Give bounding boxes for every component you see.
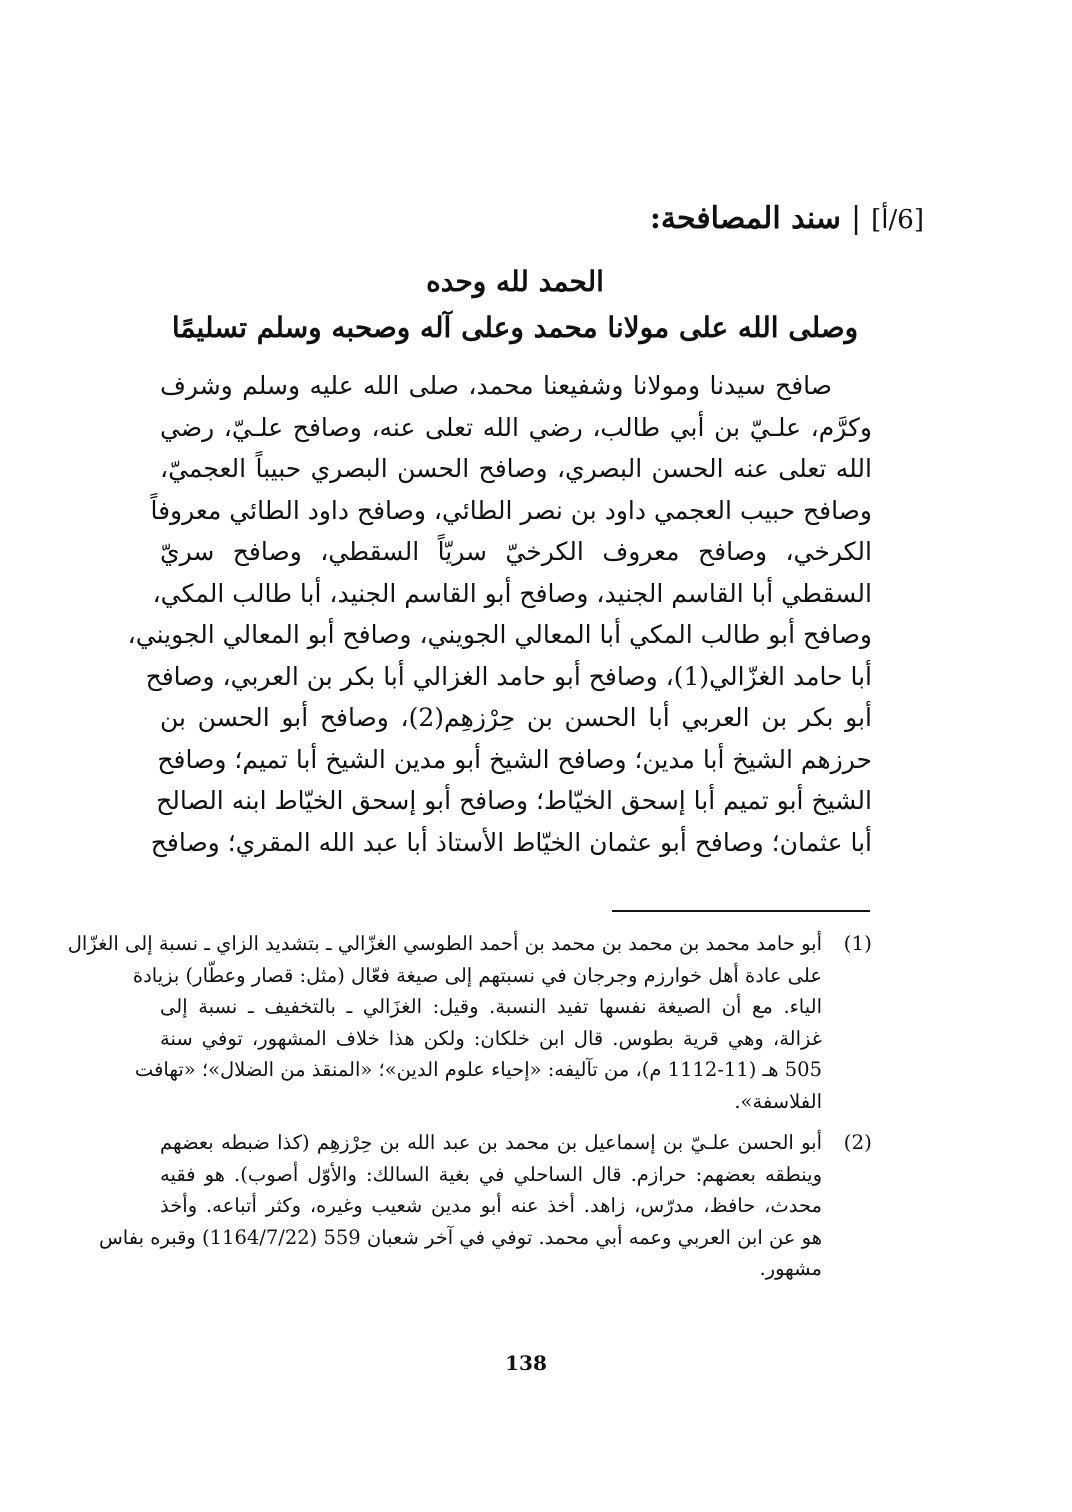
text-line: وكرَّم، علـيّ بن أبي طالب، رضي الله تعلى عنه، وصافح علـيّ، رضي — [160, 412, 872, 442]
footnote-1 — [67, 928, 872, 1117]
footnote-line: على عادة أهل خوارزم وجرجان في نسبتهم إلى صيغة فعّال (مثل: قصار وعطّار) بزيادة — [132, 963, 822, 987]
text-line: أبا حامد الغزّالي(1)، وصافح أبو حامد الغزالي أبا بكر بن العربي، وصافح — [145, 661, 872, 691]
footnote-line: 505 هـ (11-1112 م)، من تآليفه: «إحياء علوم الدين»؛ «المنقذ من الضلال»؛ «تهافت — [134, 1058, 822, 1081]
footnote-number: (1) — [843, 931, 872, 955]
footnotes — [67, 928, 872, 1295]
heading-blessing: وصلى الله على مولانا محمد وعلى آله وصحبه وسلم تسليمًا — [171, 311, 859, 344]
footnote-line: وينطقه بعضهم: حرازم. قال الساحلي في بغية السالك: والأوّل أصوب). هو فقيه — [160, 1162, 822, 1186]
footnote-divider — [612, 910, 870, 912]
text-line: الشيخ أبو تميم أبا إسحق الخيّاط؛ وصافح أبو إسحق الخيّاط ابنه الصالح — [156, 786, 872, 815]
text-line: الكرخي، وصافح معروف الكرخيّ سريّاً السقطي، وصافح سريّ — [160, 537, 872, 566]
text-line: وصافح حبيب العجمي داود بن نصر الطائي، وصافح داود الطائي معروفاً — [150, 495, 872, 525]
footnote-number: (2) — [843, 1130, 872, 1154]
text-line: صافح سيدنا ومولانا وشفيعنا محمد، صلى الله عليه وسلم وشرف — [160, 371, 832, 400]
footnote-line: أبو الحسن علـيّ بن إسماعيل بن محمد بن عبد الله بن حِرْزهِم (كذا ضبطه بعضهم — [160, 1131, 822, 1154]
manuscript-folio-marker: [6/أ] — [871, 205, 924, 235]
page-number: 138 — [505, 1351, 547, 1375]
text-line: حرزهم الشيخ أبا مدين؛ وصافح الشيخ أبو مدين الشيخ أبا تميم؛ وصافح — [157, 744, 872, 774]
text-line: السقطي أبا القاسم الجنيد، وصافح أبو القاسم الجنيد، أبا طالب المكي، — [152, 578, 872, 608]
text-line: وصافح أبو طالب المكي أبا المعالي الجويني، وصافح أبو المعالي الجويني، — [127, 620, 872, 649]
footnote-line: الياء. مع أن الصيغة نفسها تفيد النسبة. وقيل: الغزَالي ـ بالتخفيف ـ نسبة إلى — [160, 995, 822, 1018]
section-title: سند المصافحة: — [649, 201, 842, 236]
text-line: الله تعلى عنه الحسن البصري، وصافح الحسن البصري حبيباً العجميّ، — [160, 454, 872, 483]
main-text — [127, 365, 872, 863]
footnote-line: غزالة، وهي قرية بطوس. قال ابن خلكان: ولكن هذا خلاف المشهور، توفي سنة — [160, 1026, 822, 1050]
footnote-line: الفلاسفة». — [734, 1089, 822, 1113]
footnote-line: مشهور. — [759, 1257, 822, 1280]
header-separator: | — [851, 201, 862, 236]
footnote-2 — [99, 1127, 872, 1285]
footnote-line: هو عن ابن العربي وعمه أبي محمد. توفي في آخر شعبان 559 (1164/7/22) وقبره بفاس — [99, 1225, 822, 1249]
section-header — [650, 194, 924, 245]
footnote-line: أبو حامد محمد بن محمد بن محمد بن أحمد الطوسي الغزّالي ـ بتشديد الزاي ـ نسبة إلى الغزّال — [67, 932, 822, 955]
text-line: أبو بكر بن العربي أبا الحسن بن حِرْزهِم(2)، وصافح أبو الحسن بن — [160, 703, 872, 732]
heading-praise: الحمد لله وحده — [426, 265, 604, 298]
footnote-line: محدث، حافظ، مدرّس، زاهد. أخذ عنه أبو مدين شعيب وغيره، وكثر أتباعه. وأخذ — [160, 1194, 822, 1217]
text-line: أبا عثمان؛ وصافح أبو عثمان الخيّاط الأستاذ أبا عبد الله المقري؛ وصافح — [150, 827, 872, 857]
